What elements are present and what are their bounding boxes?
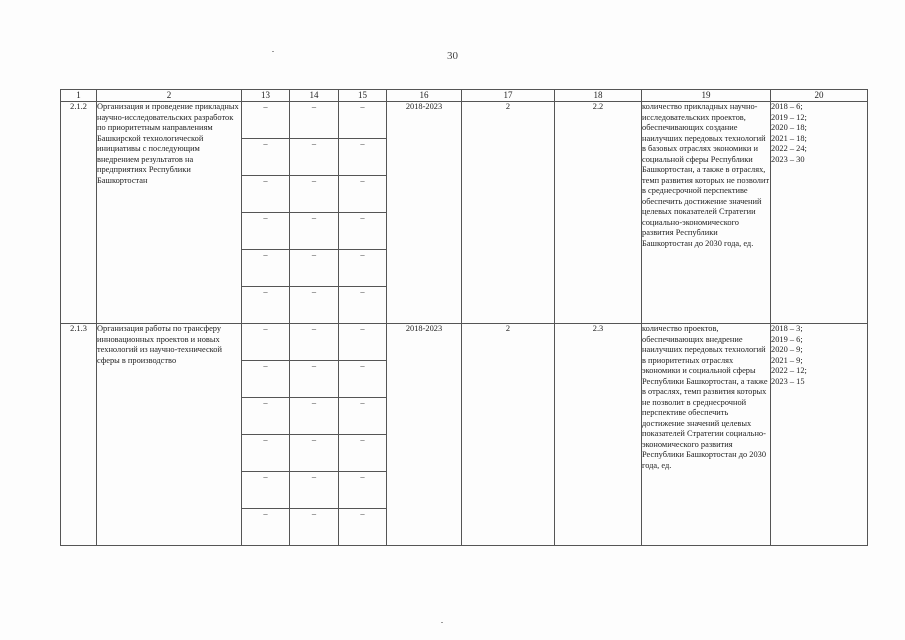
- sub-cell: –: [290, 139, 339, 176]
- sub-cell: –: [290, 176, 339, 213]
- page-number: 30: [447, 50, 458, 62]
- sub-cell: –: [290, 509, 339, 546]
- period-cell: 2018-2023: [387, 324, 462, 546]
- sub-cell: –: [339, 250, 387, 287]
- header-cell: 16: [387, 90, 462, 102]
- sub-cell: –: [242, 176, 290, 213]
- target-values: [771, 324, 868, 546]
- scan-speck: [441, 622, 443, 623]
- sub-cell: –: [242, 398, 290, 435]
- scan-speck: [272, 51, 274, 52]
- header-cell: 18: [555, 90, 642, 102]
- target-value: 2019 – 6;: [771, 334, 803, 344]
- header-cell: 20: [771, 90, 868, 102]
- sub-cell: –: [339, 472, 387, 509]
- sub-cell: –: [339, 435, 387, 472]
- target-value: 2020 – 9;: [771, 345, 803, 354]
- target-values: [771, 102, 868, 324]
- sub-cell: –: [339, 324, 387, 361]
- target-value: 2021 – 9;: [771, 355, 803, 365]
- sub-cell: –: [339, 176, 387, 213]
- table-row: [61, 324, 868, 361]
- col17-cell: 2: [462, 102, 555, 324]
- row-number: 2.1.2: [61, 102, 97, 324]
- sub-cell: –: [290, 361, 339, 398]
- target-value: 2022 – 24;: [771, 144, 807, 153]
- header-cell: 1: [61, 90, 97, 102]
- period-cell: 2018-2023: [387, 102, 462, 324]
- target-value: 2023 – 30: [771, 154, 805, 164]
- target-value: 2018 – 3;: [771, 324, 803, 333]
- sub-cell: –: [242, 102, 290, 139]
- sub-cell: –: [290, 435, 339, 472]
- table-row: [61, 102, 868, 139]
- target-value: 2020 – 18;: [771, 123, 807, 132]
- header-cell: 14: [290, 90, 339, 102]
- sub-cell: –: [339, 213, 387, 250]
- sub-cell: –: [339, 102, 387, 139]
- header-row: [61, 90, 868, 102]
- sub-cell: –: [242, 361, 290, 398]
- sub-cell: –: [242, 250, 290, 287]
- indicator-text: количество проектов, обеспечивающих внедрение наилучших передовых технологий в приоритетных отраслях экономики и социальной сферы Республики Башкортостан, а также в отраслях, темп развития которых не позволит в среднесрочной перспективе обеспечить достижение значений целевых показателей Стратегии социально-экономического развития Республики Башкортостан до 2030 года, ед.: [642, 324, 771, 546]
- sub-cell: –: [339, 509, 387, 546]
- sub-cell: –: [242, 324, 290, 361]
- sub-cell: –: [290, 102, 339, 139]
- target-value: 2021 – 18;: [771, 133, 807, 143]
- header-cell: 17: [462, 90, 555, 102]
- program-table: [60, 89, 868, 546]
- sub-cell: –: [339, 139, 387, 176]
- sub-cell: –: [290, 324, 339, 361]
- col18-cell: 2.2: [555, 102, 642, 324]
- sub-cell: –: [242, 472, 290, 509]
- sub-cell: –: [290, 250, 339, 287]
- sub-cell: –: [339, 361, 387, 398]
- col18-cell: 2.3: [555, 324, 642, 546]
- sub-cell: –: [242, 287, 290, 324]
- target-value: 2022 – 12;: [771, 366, 807, 375]
- header-cell: 2: [97, 90, 242, 102]
- target-value: 2019 – 12;: [771, 112, 807, 122]
- row-number: 2.1.3: [61, 324, 97, 546]
- sub-cell: –: [242, 213, 290, 250]
- sub-cell: –: [290, 472, 339, 509]
- sub-cell: –: [290, 398, 339, 435]
- activity-name: Организация и проведение прикладных научно-исследовательских разработок по приоритетным направлениям Башкирской технологической инициативы с последующим внедрением результатов на предприятиях Республики Башкортостан: [97, 102, 242, 324]
- sub-cell: –: [339, 287, 387, 324]
- target-value: 2023 – 15: [771, 376, 805, 386]
- header-cell: 15: [339, 90, 387, 102]
- activity-name: Организация работы по трансферу инновационных проектов и новых технологий из научно-технической сферы в производство: [97, 324, 242, 546]
- sub-cell: –: [242, 435, 290, 472]
- target-value: 2018 – 6;: [771, 102, 803, 111]
- sub-cell: –: [242, 139, 290, 176]
- sub-cell: –: [339, 398, 387, 435]
- sub-cell: –: [290, 287, 339, 324]
- header-cell: 13: [242, 90, 290, 102]
- col17-cell: 2: [462, 324, 555, 546]
- sub-cell: –: [242, 509, 290, 546]
- sub-cell: –: [290, 213, 339, 250]
- header-cell: 19: [642, 90, 771, 102]
- indicator-text: количество прикладных научно-исследовательских проектов, обеспечивающих создание наилучших передовых технологий в базовых отраслях экономики и социальной сферы Республики Башкортостан, а также в отраслях, темп развития которых не позволит в среднесрочной перспективе обеспечить достижение значений целевых показателей Стратегии социально-экономического развития Республики Башкортостан до 2030 года, ед.: [642, 102, 771, 324]
